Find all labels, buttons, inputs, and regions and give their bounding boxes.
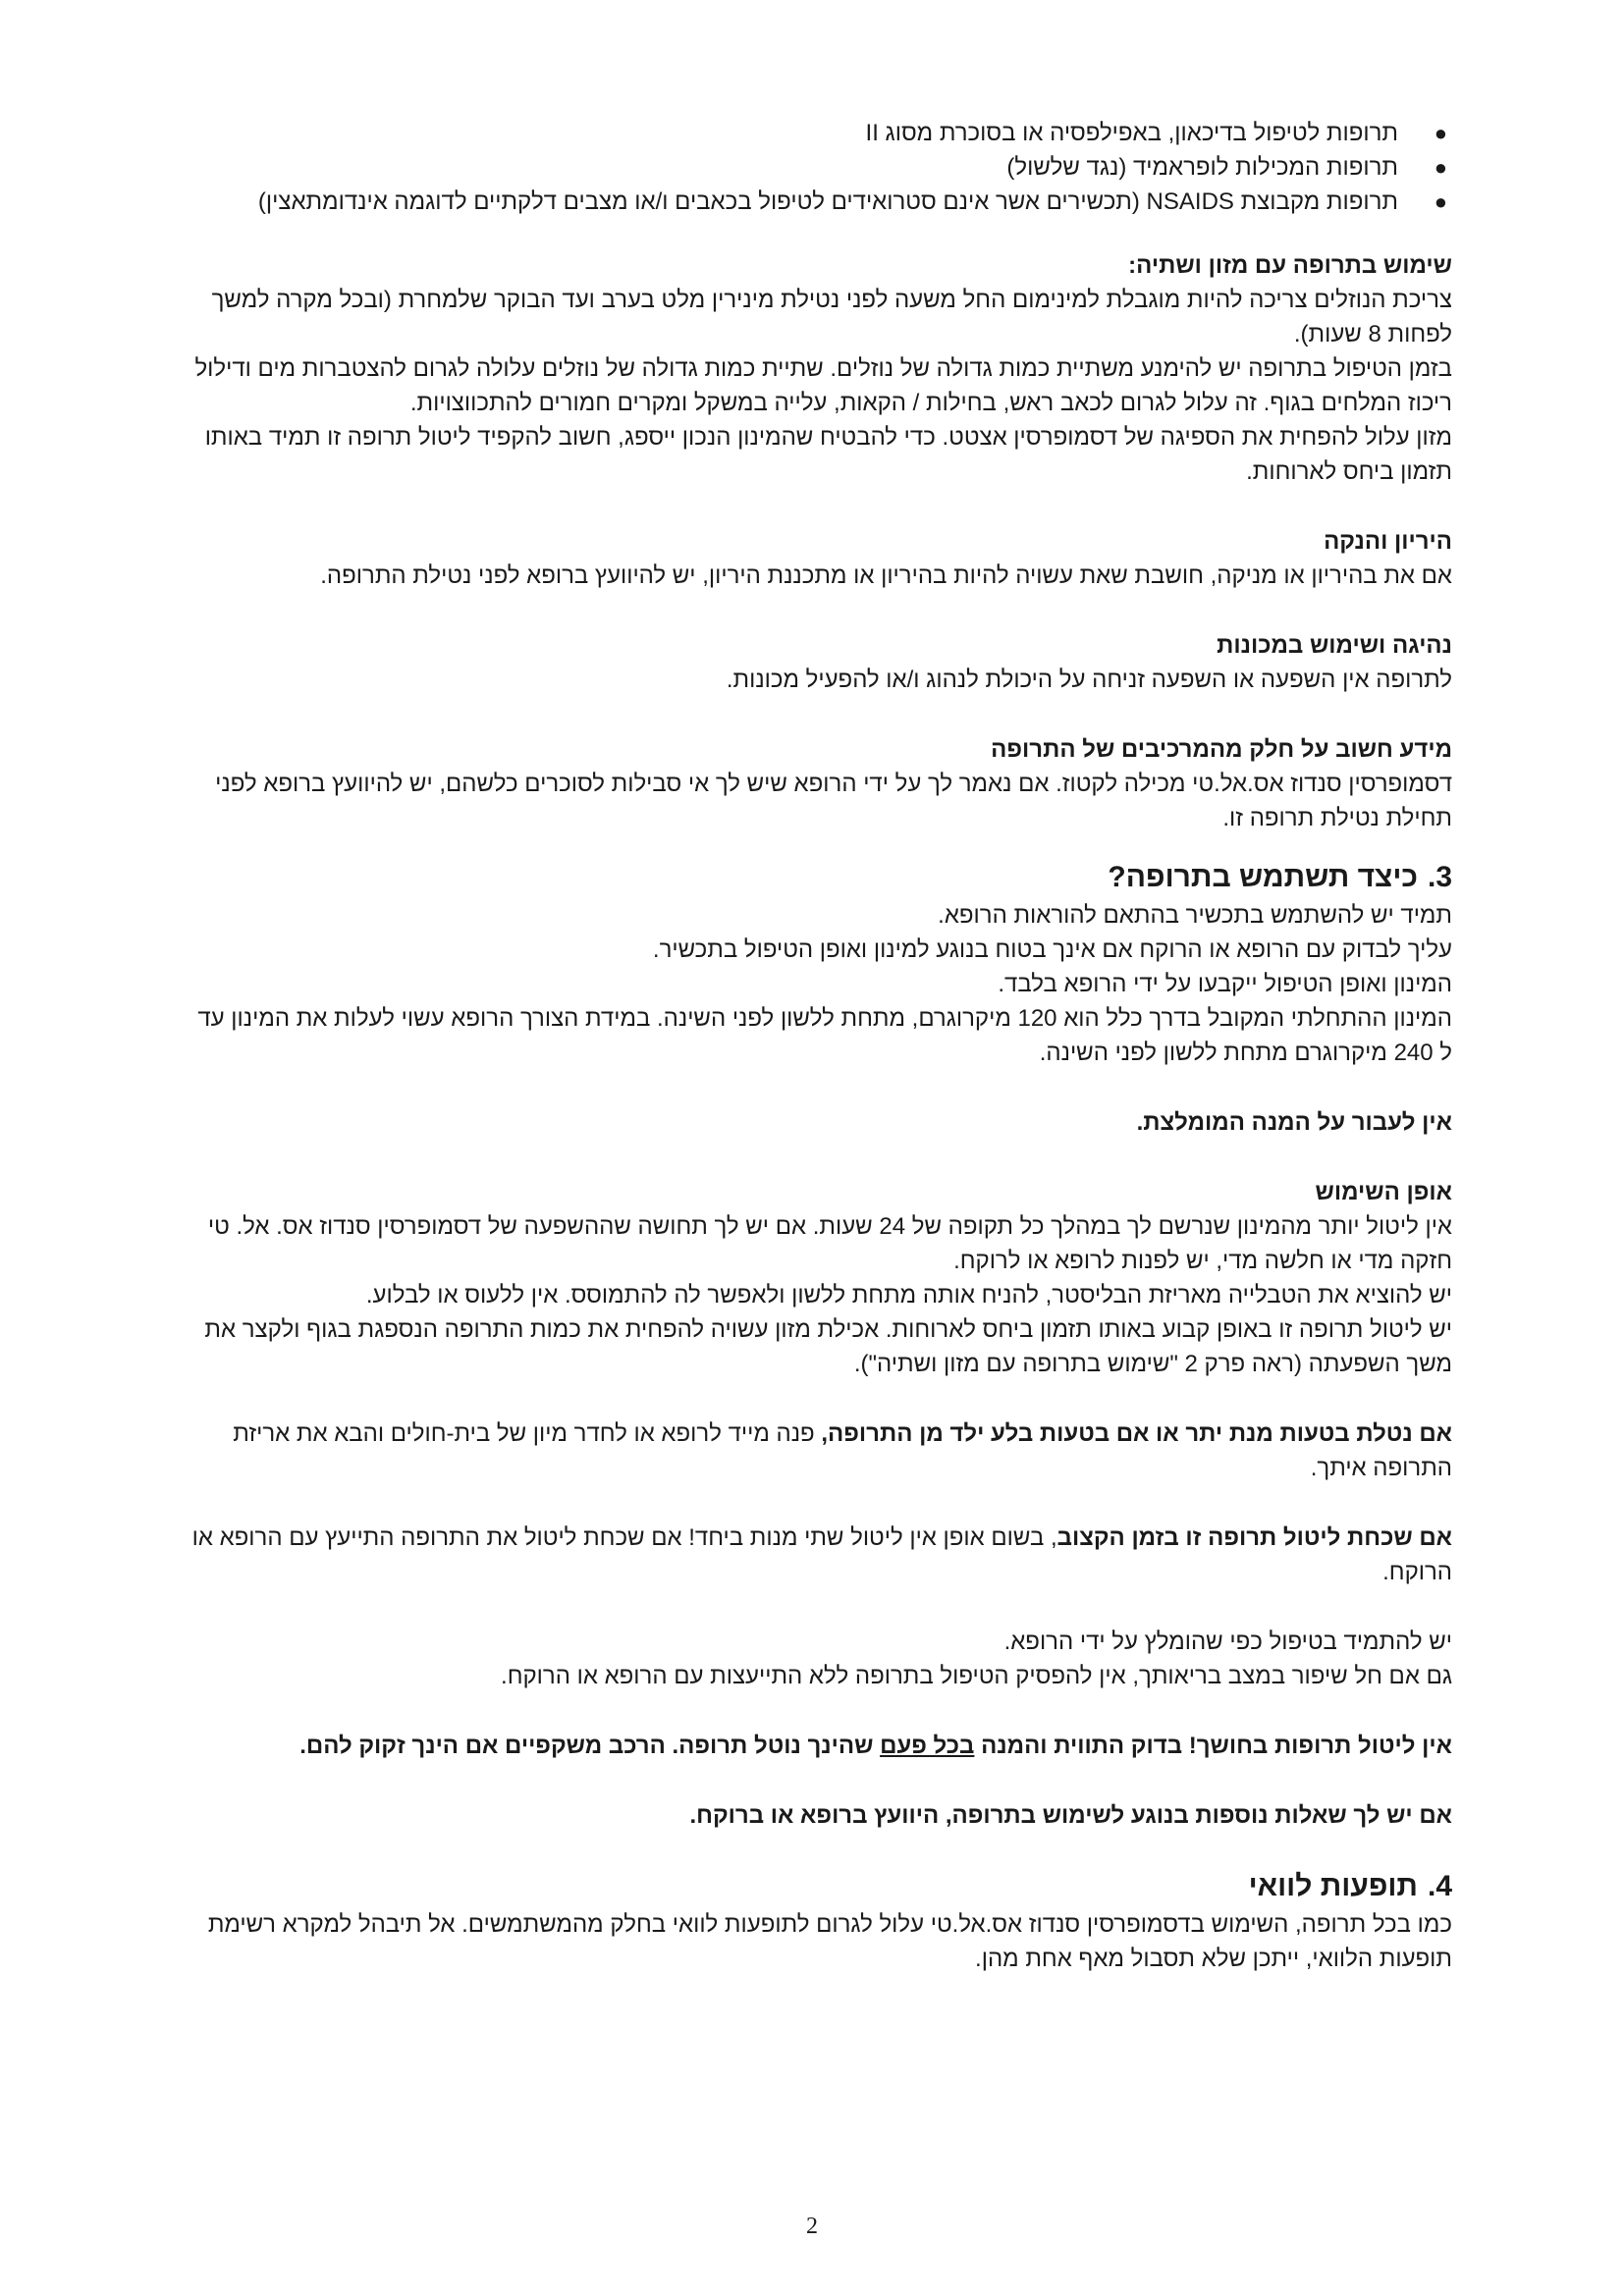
paragraph: יש להתמיד בטיפול כפי שהומלץ על ידי הרופא. [1003, 1629, 1452, 1655]
section-heading: שימוש בתרופה עם מזון ושתיה: [1128, 252, 1452, 279]
paragraph: כמו בכל תרופה, השימוש בדסמופרסין סנדוז אס.אל.טי עלול לגרום לתופעות לוואי בחלק מהמשתמשים. אל תיבהל למקרא רשימת תופעות הלוואי, ייתכן שלא תסבול מאף אחת מהן. [207, 1911, 1452, 1972]
list-item: ● תרופות המכילות לופראמיד (נגד שלשול) [186, 150, 1398, 185]
paragraph: עליך לבדוק עם הרופא או הרוקח אם אינך בטוח בנוגע למינון ואופן הטיפול בתכשיר. [652, 936, 1452, 963]
paragraph: המינון ההתחלתי המקובל בדרך כלל הוא 120 מיקרוגרם, מתחת ללשון לפני השינה. במידת הצורך הרופא עשוי לעלות את המינון עד ל 240 מיקרוגרם מתחת ללשון לפני השינה. [197, 1005, 1452, 1066]
paragraph: צריכת הנוזלים צריכה להיות מוגבלת למינימום החל משעה לפני נטילת מינירין מלט בערב ועד הבוקר שלמחרת (ובכל מקרה למשך לפחות 8 שעות). [211, 287, 1452, 347]
pregnancy-section [186, 524, 1452, 593]
section-3-heading: 3.כיצד תשתמש בתרופה? [1108, 861, 1452, 893]
document-page [186, 116, 1452, 1976]
side-effects-section [186, 1868, 1452, 1976]
paragraph: אין ליטול יותר מהמינון שנרשם לך במהלך כל תקופה של 24 שעות. אם יש לך תחושה שההשפעה של דסמופרסין סנדוז אס. אל. טי חזקה מדי או חלשה מדי, יש לפנות לרופא או לרוקח. [207, 1213, 1452, 1274]
section-4-heading: 4.תופעות לוואי [1248, 1870, 1452, 1902]
darkness-warning: אין ליטול תרופות בחושך! בדוק התווית והמנה בכל פעם שהינך נוטל תרופה. הרכב משקפיים אם הינך זקוק להם. [299, 1733, 1452, 1759]
paragraph: דסמופרסין סנדוז אס.אל.טי מכילה לקטוז. אם נאמר לך על ידי הרופא שיש לך אי סבילות לסוכרים כלשהם, יש להיוועץ ברופא לפני תחילת נטילת תרופה זו. [215, 771, 1452, 831]
paragraph: יש להוציא את הטבלייה מאריזת הבליסטר, להניח אותה מתחת ללשון ולאפשר לה להתמוסס. אין ללעוס או לבלוע. [365, 1282, 1452, 1308]
paragraph: מזון עלול להפחית את הספיגה של דסמופרסין אצטט. כדי להבטיח שהמינון הנכון ייספג, חשוב להקפיד ליטול תרופה זו תמיד באותו תזמון ביחס לארוחות. [204, 424, 1452, 485]
how-to-use-section [186, 859, 1452, 1833]
bullet-icon: ● [1434, 155, 1447, 180]
bullet-icon: ● [1434, 121, 1447, 145]
paragraph: גם אם חל שיפור במצב בריאותך, אין להפסיק הטיפול בתרופה ללא התייעצות עם הרופא או הרוקח. [501, 1663, 1452, 1689]
page-number: 2 [806, 2214, 818, 2239]
usage-heading: אופן השימוש [1315, 1179, 1452, 1205]
missed-dose-paragraph: אם שכחת ליטול תרופה זו בזמן הקצוב, בשום אופן אין ליטול שתי מנות ביחד! אם שכחת ליטול את התרופה התייעץ עם הרופא או הרוקח. [191, 1524, 1452, 1585]
paragraph: יש ליטול תרופה זו באופן קבוע באותו תזמון ביחס לארוחות. אכילת מזון עשויה להפחית את כמות התרופה הנספגת בגוף ולקצר את משך השפעתה (ראה פרק 2 "שימוש בתרופה עם מזון ושתיה"). [204, 1316, 1452, 1377]
paragraph: לתרופה אין השפעה או השפעה זניחה על היכולת לנהוג ו/או להפעיל מכונות. [726, 667, 1452, 693]
paragraph: המינון ואופן הטיפול ייקבעו על ידי הרופא בלבד. [998, 971, 1452, 997]
list-item: ● תרופות לטיפול בדיכאון, באפילפסיה או בסוכרת מסוג II [186, 116, 1398, 150]
paragraph: אם את בהיריון או מניקה, חושבת שאת עשויה להיות בהיריון או מתכננת היריון, יש להיוועץ ברופא לפני נטילת התרופה. [320, 562, 1452, 589]
paragraph: תמיד יש להשתמש בתכשיר בהתאם להוראות הרופא. [938, 902, 1452, 929]
interactions-bullet-list [186, 116, 1452, 219]
overdose-paragraph: אם נטלת בטעות מנת יתר או אם בטעות בלע ילד מן התרופה, פנה מייד לרופא או לחדר מיון של בית-חולים והבא את אריזת התרופה איתך. [233, 1420, 1452, 1481]
driving-section [186, 628, 1452, 697]
section-heading: נהיגה ושימוש במכונות [1217, 632, 1452, 659]
food-section [186, 248, 1452, 489]
section-heading: מידע חשוב על חלק מהמרכיבים של התרופה [991, 736, 1452, 763]
list-item: ● תרופות מקבוצת NSAIDS (תכשירים אשר אינם סטרואידים לטיפול בכאבים ו/או מצבים דלקתיים לדוגמה אינדומתאצין) [186, 185, 1398, 219]
ingredients-section [186, 732, 1452, 835]
dose-warning: אין לעבור על המנה המומלצת. [1136, 1109, 1452, 1136]
paragraph: בזמן הטיפול בתרופה יש להימנע משתיית כמות גדולה של נוזלים. שתיית כמות גדולה של נוזלים עלולה לגרום להצטברות מים ודילול ריכוז המלחים בגוף. זה עלול לגרום לכאב ראש, בחילות / הקאות, עלייה במשקל ומקרים חמורים להתכווצויות. [194, 355, 1452, 416]
questions-note: אם יש לך שאלות נוספות בנוגע לשימוש בתרופה, היוועץ ברופא או ברוקח. [689, 1802, 1452, 1829]
bullet-icon: ● [1434, 189, 1447, 214]
section-heading: היריון והנקה [1324, 528, 1452, 555]
